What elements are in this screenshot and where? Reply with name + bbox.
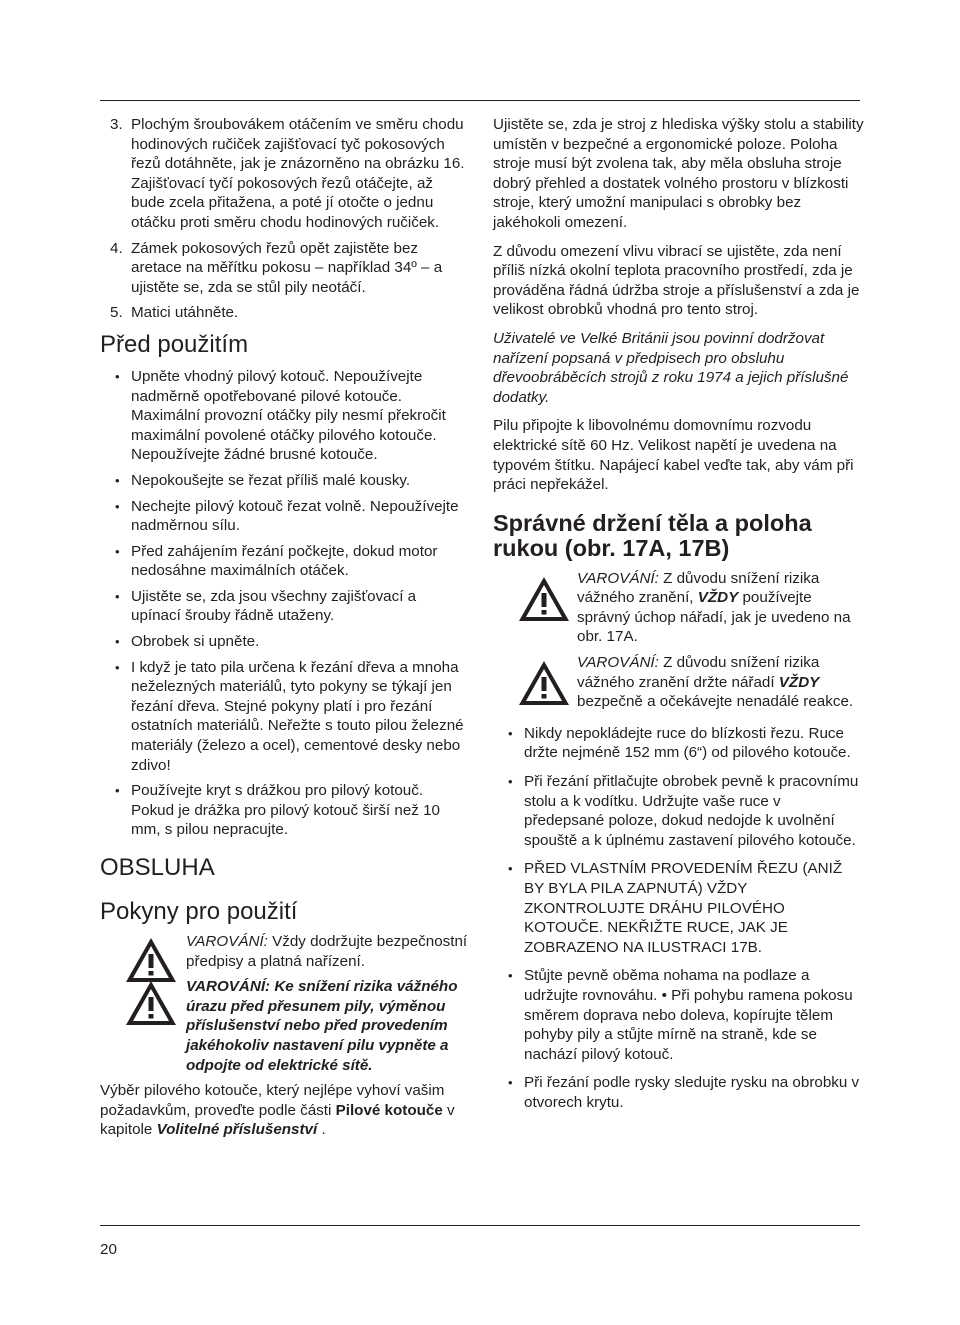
list-item: • PŘED VLASTNÍM PROVEDENÍM ŘEZU (ANIŽ BY BYLA PILA ZAPNUTÁ) VŽDY ZKONTROLUJTE DRÁHU PILOVÉHO KOTOUČE. NEKŘIŽTE RUCE, JAK JE ZOBRAZENO NA ILUSTRACI 17B. (493, 859, 865, 957)
warning-text: VAROVÁNÍ: Ke snížení rizika vážného úrazu před přesunem pily, výměnou příslušenství nebo před provedením jakéhokoliv nastavení pilu vypněte a odpojte od elektrické sítě. (186, 978, 458, 1074)
blade-selection-text: Výběr pilového kotouče, který nejlépe vyhoví vašim požadavkům, proveďte podle části Pilové kotouče v kapitole Volitelné příslušenství . (100, 1082, 455, 1139)
paragraph: Pilu připojte k libovolnému domovnímu rozvodu elektrické sítě 60 Hz. Velikost napětí je uvedena na typovém štítku. Napájecí kabel veďte tak, aby vám při práci nepřekážel. (493, 417, 854, 494)
list-item: • Při řezání přitlačujte obrobek pevně k pracovnímu stolu a k vodítku. Udržujte vaše ruce v předepsané poloze, dokud nedojde k uvolnění spouště a k úplnému zastavení pilového kotouče. (493, 772, 865, 850)
heading-operation: OBSLUHA (100, 854, 215, 881)
warning-text: VAROVÁNÍ: Vždy dodržujte bezpečnostní předpisy a platná nařízení. (186, 933, 468, 970)
heading-before-use: Před použitím (100, 330, 249, 358)
warning-triangle-icon (517, 659, 571, 707)
list-item: • Nepokoušejte se řezat příliš malé kousky. (100, 471, 470, 491)
before-use-list (100, 367, 470, 840)
posture-list (493, 724, 865, 1113)
step-item: 3. Plochým šroubovákem otáčením ve směru chodu hodinových ručiček zajišťovací tyč pokosových řezů dotáhněte, jak je znázorněno na obrázku 16. Zajišťovací tyčí pokosových řezů otáčejte, až bude zcela přitažena, a poté jí otočte o jednu otáčku proti směru chodu hodinových ručiček. (110, 116, 465, 231)
steps-list (100, 115, 470, 323)
paragraph: Z důvodu omezení vlivu vibrací se ujistěte, zda není příliš nízká okolní teplota pracovního prostředí, zda je prováděna řádná údržba stroje a příslušenství a zda je velikost obrobků vhodná pro tento stroj. (493, 242, 860, 319)
warning-triangle-icon (517, 575, 571, 623)
heading-instructions: Pokyny pro použití (100, 898, 298, 925)
warning-block (493, 569, 865, 647)
warning-block (100, 977, 470, 1075)
list-item: • Obrobek si upněte. (100, 632, 470, 652)
warning-label: VAROVÁNÍ: (186, 933, 268, 950)
step-item: 5. Matici utáhněte. (110, 304, 239, 322)
warning-block (100, 932, 470, 971)
right-column (493, 115, 865, 1122)
list-item: • Ujistěte se, zda jsou všechny zajišťovací a upínací šrouby řádně utaženy. (100, 587, 470, 626)
list-item: • Nikdy nepokládejte ruce do blízkosti řezu. Ruce držte nejméně 152 mm (6“) od pilového kotouče. (493, 724, 865, 763)
header-rule (100, 100, 860, 101)
list-item: • Před zahájením řezání počkejte, dokud motor nedosáhne maximálních otáček. (100, 542, 470, 581)
warning-text: VAROVÁNÍ: Z důvodu snížení rizika vážného zranění držte nářadí VŽDY bezpečně a očekávejte nenadálé reakce. (577, 654, 854, 711)
list-item: • Upněte vhodný pilový kotouč. Nepoužívejte nadměrně opotřebované pilové kotouče. Maximální provozní otáčky pily nesmí překročit maximální povolené otáčky pilového kotouče. Nepoužívejte žádné brusné kotouče. (100, 367, 470, 465)
list-item: • Stůjte pevně oběma nohama na podlaze a udržujte rovnováhu. • Při pohybu ramena pokosu směrem doprava nebo doleva, kopírujte tělem pohyby pily a stůjte mírně na straně, kde se nachází pilový kotouč. (493, 966, 865, 1064)
paragraph: Ujistěte se, zda je stroj z hlediska výšky stolu a stability umístěn v bezpečné a ergonomické poloze. Poloha stroje musí být zvolena tak, aby měla obsluha stroje dobrý přehled a dostatek volného prostoru v blízkosti stroje, který umožní manipulaci s obrobky bez jakéhokoli omezení. (493, 116, 864, 231)
list-item: • Nechejte pilový kotouč řezat volně. Nepoužívejte nadměrnou sílu. (100, 497, 470, 536)
footer-rule (100, 1225, 860, 1226)
warning-text: VAROVÁNÍ: Z důvodu snížení rizika vážného zranění, VŽDY používejte správný úchop nářadí, jak je uvedeno na obr. 17A. (577, 569, 851, 646)
paragraph-italic: Uživatelé ve Velké Británii jsou povinní dodržovat nařízení popsaná v předpisech pro obsluhu dřevoobráběcích strojů z roku 1974 a jejich příslušné dodatky. (493, 329, 849, 406)
list-item: • Při řezání podle rysky sledujte rysku na obrobku v otvorech krytu. (493, 1073, 865, 1112)
warning-triangle-icon (124, 979, 178, 1027)
list-item: • I když je tato pila určena k řezání dřeva a mnoha neželezných materiálů, tyto pokyny se týkají jen řezání dřeva. Stejné pokyny platí i pro řezání ostatních materiálů. Neřežte s touto pilou železné materiály (železo a ocel), cementové desky nebo zdivo! (100, 658, 470, 776)
heading-posture: Správné držení těla a poloha rukou (obr. 17A, 17B) (493, 509, 812, 561)
warning-block (493, 653, 865, 712)
left-column (100, 115, 470, 1140)
page-number: 20 (100, 1241, 117, 1258)
list-item: • Používejte kryt s drážkou pro pilový kotouč. Pokud je drážka pro pilový kotouč širší než 10 mm, s pilou nepracujte. (100, 781, 470, 840)
step-item: 4. Zámek pokosových řezů opět zajistěte bez aretace na měřítku pokosu – například 34º – a ujistěte se, zda se stůl pily neotáčí. (110, 239, 443, 296)
